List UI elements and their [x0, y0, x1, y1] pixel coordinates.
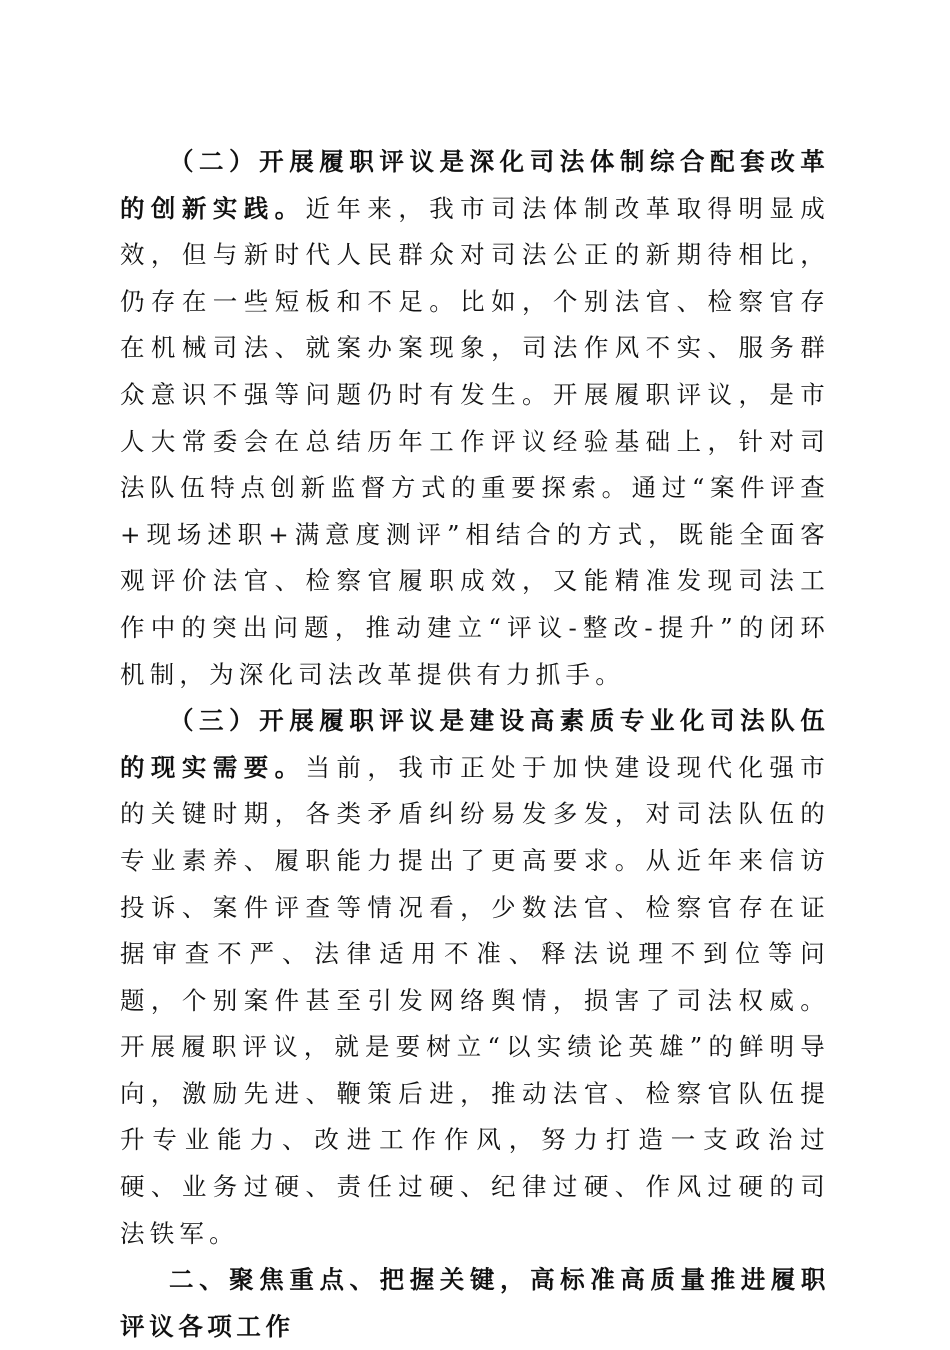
paragraph-lead: （三）开展履职评议是建设高素质专业化司法队伍的现实需要。 [120, 706, 830, 782]
paragraph-lead: （二）开展履职评议是深化司法体制综合配套改革的创新实践。 [120, 147, 830, 223]
paragraph-body: 当前，我市正处于加快建设现代化强市的关键时期，各类矛盾纠纷易发多发，对司法队伍的专业素养、履职能力提出了更高要求。从近年来信访投诉、案件评查等情况看，少数法官、检察官存在证据审查不严、法律适用不准、释法说理不到位等问题，个别案件甚至引发网络舆情，损害了司法权威。开展履职评议，就是要树立“以实绩论英雄”的鲜明导向，激励先进、鞭策后进，推动法官、检察官队伍提升专业能力、改进工作作风，努力打造一支政治过硬、业务过硬、责任过硬、纪律过硬、作风过硬的司法铁军。 [120, 752, 831, 1248]
paragraph-body: 近年来，我市司法体制改革取得明显成效，但与新时代人民群众对司法公正的新期待相比，仍存在一些短板和不足。比如，个别法官、检察官存在机械司法、就案办案现象，司法作风不实、服务群众意识不强等问题仍时有发生。开展履职评议，是市人大常委会在总结历年工作评议经验基础上，针对司法队伍特点创新监督方式的重要探索。通过“案件评查+现场述职+满意度测评”相结合的方式，既能全面客观评价法官、检察官履职成效，又能精准发现司法工作中的突出问题，推动建立“评议-整改-提升”的闭环机制，为深化司法改革提供有力抓手。 [120, 193, 831, 689]
paragraph-reform-practice [120, 139, 830, 698]
paragraph-team-building [120, 698, 830, 1257]
section-heading: 二、聚焦重点、把握关键，高标准高质量推进履职评议各项工作 [120, 1265, 830, 1341]
